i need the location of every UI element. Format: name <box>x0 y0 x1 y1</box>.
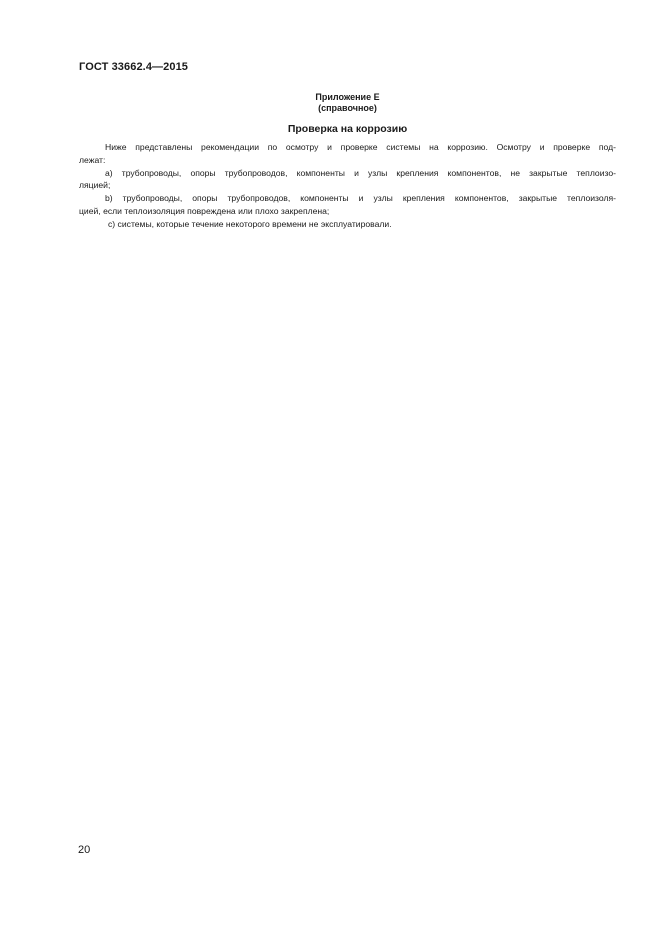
item-c-line-1: c) системы, которые течение некоторого времени не эксплуатировали. <box>108 218 392 229</box>
intro-line-1: Ниже представлены рекомендации по осмотру и проверке системы на коррозию. Осмотру и проверке под- <box>105 142 616 152</box>
item-b-line-1: b) трубопроводы, опоры трубопроводов, компоненты и узлы крепления компонентов, закрытые теплоизоля- <box>105 193 616 204</box>
page-number: 20 <box>78 844 91 856</box>
annex-status: (справочное) <box>318 103 377 113</box>
document-code-header: ГОСТ 33662.4—2015 <box>79 61 189 73</box>
annex-title: Приложение Е <box>315 92 380 102</box>
intro-line-2: лежат: <box>79 154 106 165</box>
section-title: Проверка на коррозию <box>287 123 408 135</box>
body-text <box>79 141 616 231</box>
item-b-line-2: цией, если теплоизоляция повреждена или плохо закреплена; <box>79 205 330 216</box>
item-a-line-2: ляцией; <box>79 180 111 191</box>
item-a-line-1: а) трубопроводы, опоры трубопроводов, компоненты и узлы крепления компонентов, не закрытые теплоизо- <box>105 167 616 178</box>
